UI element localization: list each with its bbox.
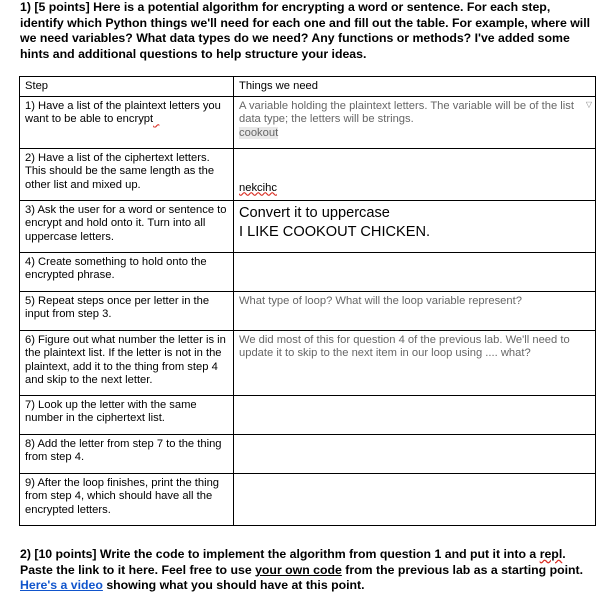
header-step: Step bbox=[20, 77, 234, 97]
own-code-text: your own code bbox=[255, 562, 342, 577]
comment-marker-icon[interactable]: ▽ bbox=[585, 100, 592, 109]
table-row bbox=[20, 435, 596, 474]
answer-cell[interactable] bbox=[234, 396, 596, 435]
table-row bbox=[20, 292, 596, 331]
table-header-row bbox=[20, 77, 596, 97]
table-row bbox=[20, 253, 596, 292]
step-cell: 2) Have a list of the ciphertext letters. This should be the same length as the other list and mixed up. bbox=[20, 149, 234, 201]
step-cell: 6) Figure out what number the letter is in the plaintext list. If the letter is not in the plaintext, add it to the thing from step 4 and skip to the next letter. bbox=[20, 331, 234, 396]
typed-answer: cookout bbox=[239, 126, 279, 139]
table-row bbox=[20, 474, 596, 526]
step-cell: 5) Repeat steps once per letter in the input from step 3. bbox=[20, 292, 234, 331]
answer-cell[interactable] bbox=[234, 474, 596, 526]
algorithm-table bbox=[19, 76, 596, 526]
step-cell: 7) Look up the letter with the same number in the ciphertext list. bbox=[20, 396, 234, 435]
answer-cell[interactable]: Convert it to uppercase I LIKE COOKOUT CHICKEN. bbox=[234, 201, 596, 253]
step-cell: 1) Have a list of the plaintext letters you want to be able to encrypt bbox=[20, 97, 234, 149]
table-row bbox=[20, 201, 596, 253]
table-row bbox=[20, 149, 596, 201]
repl-word: repl bbox=[539, 547, 563, 561]
video-link[interactable]: Here's a video bbox=[20, 578, 103, 592]
step-cell: 8) Add the letter from step 7 to the thing from step 4. bbox=[20, 435, 234, 474]
table-row bbox=[20, 396, 596, 435]
answer-cell[interactable] bbox=[234, 253, 596, 292]
table-row bbox=[20, 97, 596, 149]
answer-cell[interactable]: What type of loop? What will the loop variable represent? bbox=[234, 292, 596, 331]
step-cell: 3) Ask the user for a word or sentence to encrypt and hold onto it. Turn into all uppercase letters. bbox=[20, 201, 234, 253]
answer-cell[interactable]: ▽ A variable holding the plaintext letters. The variable will be of the list data type; the letters will be strings. cookout bbox=[234, 97, 596, 149]
step-cell: 9) After the loop finishes, print the thing from step 4, which should have all the encrypted letters. bbox=[20, 474, 234, 526]
step-cell: 4) Create something to hold onto the encrypted phrase. bbox=[20, 253, 234, 292]
answer-cell[interactable] bbox=[234, 149, 596, 201]
question-1-text: 1) [5 points] Here is a potential algorithm for encrypting a word or sentence. For each step, identify which Python things we'll need for each one and fill out the table. For example, where will we need variables? What data types do we need? Any functions or methods? I've added some hints and additional questions to help structure your ideas. bbox=[20, 0, 591, 61]
table-row bbox=[20, 331, 596, 396]
answer-cell[interactable]: We did most of this for question 4 of the previous lab. We'll need to update it to skip to the next item in our loop using .... what? bbox=[234, 331, 596, 396]
header-things-we-need: Things we need bbox=[234, 77, 596, 97]
answer-cell[interactable] bbox=[234, 435, 596, 474]
question-2-text: 2) [10 points] Write the code to implement the algorithm from question 1 and put it into a repl. Paste the link to it here. Feel free to use your own code from the previous lab as a starting point. Here's a video showing what you should have at this point. bbox=[20, 547, 584, 592]
typed-answer: nekcihc bbox=[239, 181, 277, 194]
